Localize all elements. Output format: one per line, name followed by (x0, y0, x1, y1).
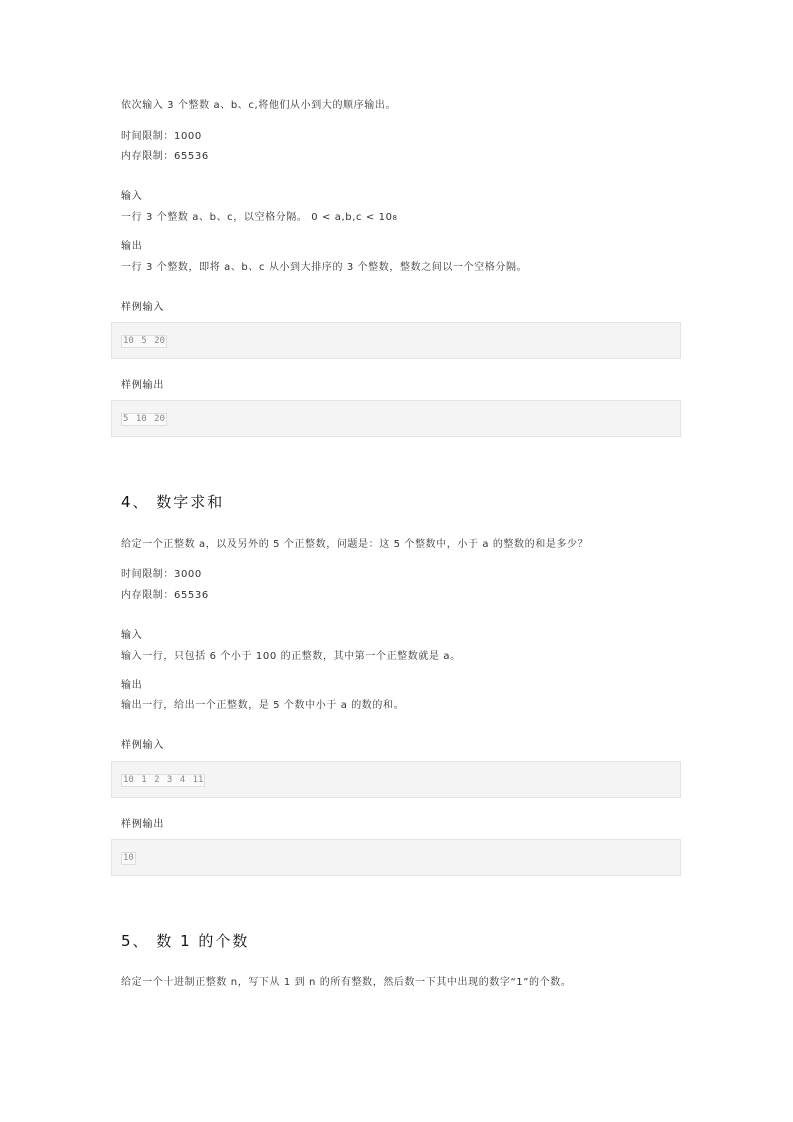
q3-memory-limit: 内存限制：65536 (121, 151, 209, 162)
q5-heading: 5、 数 1 的个数 (121, 932, 250, 950)
q3-input-text: 一行 3 个整数 a、b、c，以空格分隔。 0 < a,b,c < 10 (121, 212, 393, 223)
q4-output-description: 输出一行，给出一个正整数，是 5 个数中小于 a 的数的和。 (121, 700, 405, 711)
q3-sample-input-label: 样例输入 (121, 302, 165, 313)
q3-description: 依次输入 3 个整数 a、b、c,将他们从小到大的顺序输出。 (121, 100, 397, 111)
q3-sample-output-label: 样例输出 (121, 380, 165, 391)
q4-time-limit: 时间限制：3000 (121, 569, 202, 580)
q3-output-label: 输出 (121, 241, 143, 252)
q4-input-label: 输入 (121, 630, 143, 641)
q3-input-description (121, 211, 398, 225)
q4-sample-input-code: 10 1 2 3 4 11 (123, 775, 204, 785)
q3-input-exponent: 8 (392, 214, 398, 222)
q4-sample-output-box (111, 839, 681, 876)
q3-sample-output-code: 5 10 20 (123, 414, 165, 424)
q3-input-label: 输入 (121, 191, 143, 202)
q3-sample-input-code: 10 5 20 (123, 336, 165, 346)
q5-description: 给定一个十进制正整数 n，写下从 1 到 n 的所有整数，然后数一下其中出现的数字“1”的个数。 (121, 977, 572, 988)
q4-sample-output-code: 10 (123, 853, 134, 863)
q4-sample-input-label: 样例输入 (121, 740, 165, 751)
q3-output-description: 一行 3 个整数，即将 a、b、c 从小到大排序的 3 个整数，整数之间以一个空格分隔。 (121, 262, 528, 273)
q4-description: 给定一个正整数 a，以及另外的 5 个正整数，问题是：这 5 个整数中，小于 a 的整数的和是多少？ (121, 539, 589, 550)
q4-output-label: 输出 (121, 680, 143, 691)
q4-memory-limit: 内存限制：65536 (121, 590, 209, 601)
q3-time-limit: 时间限制：1000 (121, 131, 202, 142)
q3-sample-input-box (111, 322, 681, 359)
q4-heading: 4、 数字求和 (121, 493, 225, 511)
q4-input-description: 输入一行，只包括 6 个小于 100 的正整数，其中第一个正整数就是 a。 (121, 651, 461, 662)
q4-sample-output-label: 样例输出 (121, 819, 165, 830)
q4-sample-input-box (111, 761, 681, 798)
q3-sample-output-box (111, 400, 681, 437)
